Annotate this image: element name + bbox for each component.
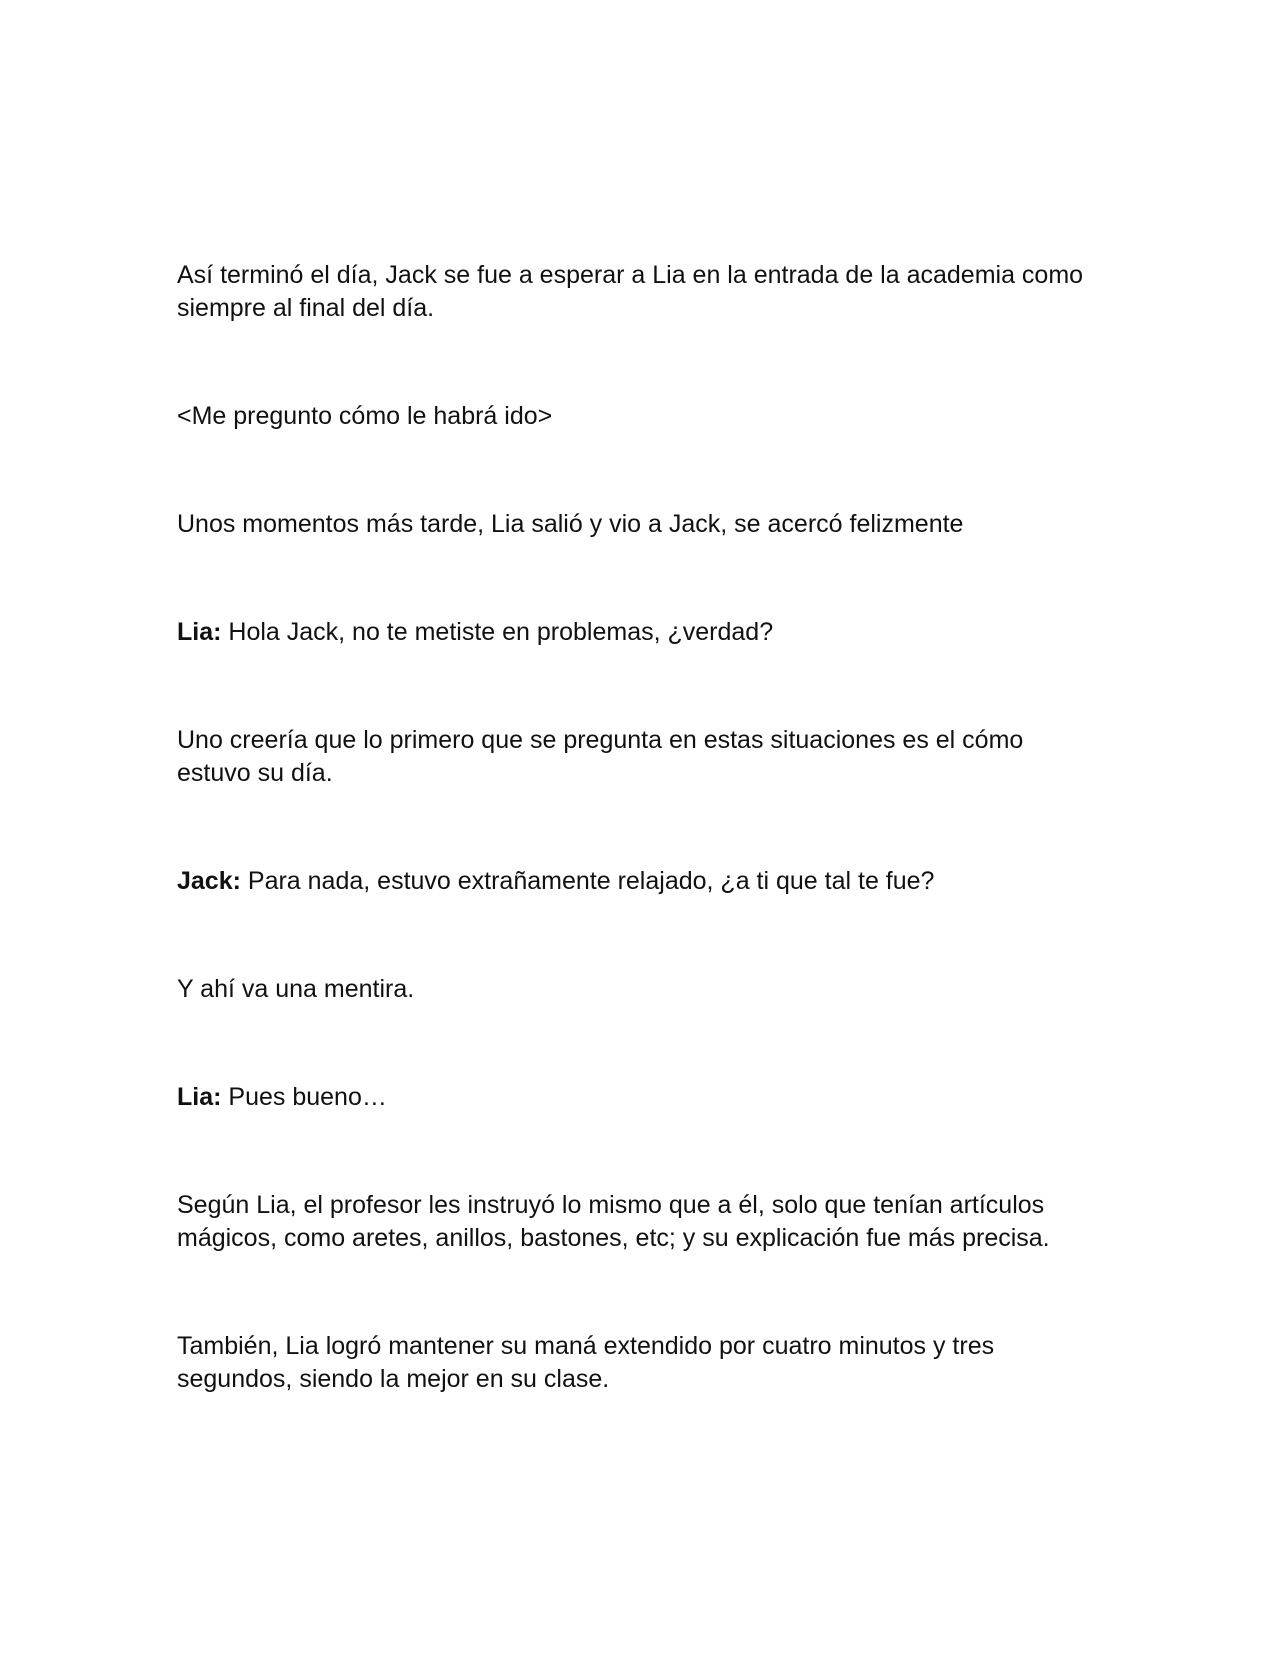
paragraph-text: Uno creería que lo primero que se pregunta en estas situaciones es el cómo estuvo su día. — [177, 726, 1024, 787]
speaker-name: Jack: — [177, 867, 241, 895]
dialogue-paragraph — [177, 1081, 1097, 1114]
paragraph-text: <Me pregunto cómo le habrá ido> — [177, 402, 553, 430]
dialogue-paragraph — [177, 865, 1097, 898]
dialogue-text: Pues bueno… — [221, 1083, 387, 1111]
narration-paragraph — [177, 724, 1097, 790]
dialogue-text: Para nada, estuvo extrañamente relajado, ¿a ti que tal te fue? — [240, 867, 935, 895]
speaker-name: Lia: — [177, 1083, 222, 1111]
paragraph-text: También, Lia logró mantener su maná extendido por cuatro minutos y tres segundos, siendo la mejor en su clase. — [177, 1332, 995, 1393]
thought-paragraph — [177, 400, 1097, 433]
paragraph-text: Unos momentos más tarde, Lia salió y vio a Jack, se acercó felizmente — [177, 510, 964, 538]
narration-paragraph — [177, 259, 1097, 325]
narration-paragraph — [177, 1189, 1097, 1255]
paragraph-text: Según Lia, el profesor les instruyó lo mismo que a él, solo que tenían artículos mágicos, como aretes, anillos, bastones, etc; y su explicación fue más precisa. — [177, 1191, 1050, 1252]
speaker-name: Lia: — [177, 618, 222, 646]
paragraph-text: Y ahí va una mentira. — [177, 975, 415, 1003]
narration-paragraph — [177, 973, 1097, 1006]
dialogue-text: Hola Jack, no te metiste en problemas, ¿verdad? — [221, 618, 774, 646]
paragraph-text: Así terminó el día, Jack se fue a esperar a Lia en la entrada de la academia como siempre al final del día. — [177, 261, 1084, 322]
dialogue-paragraph — [177, 616, 1097, 649]
narration-paragraph — [177, 1330, 1097, 1396]
narration-paragraph — [177, 508, 1097, 541]
